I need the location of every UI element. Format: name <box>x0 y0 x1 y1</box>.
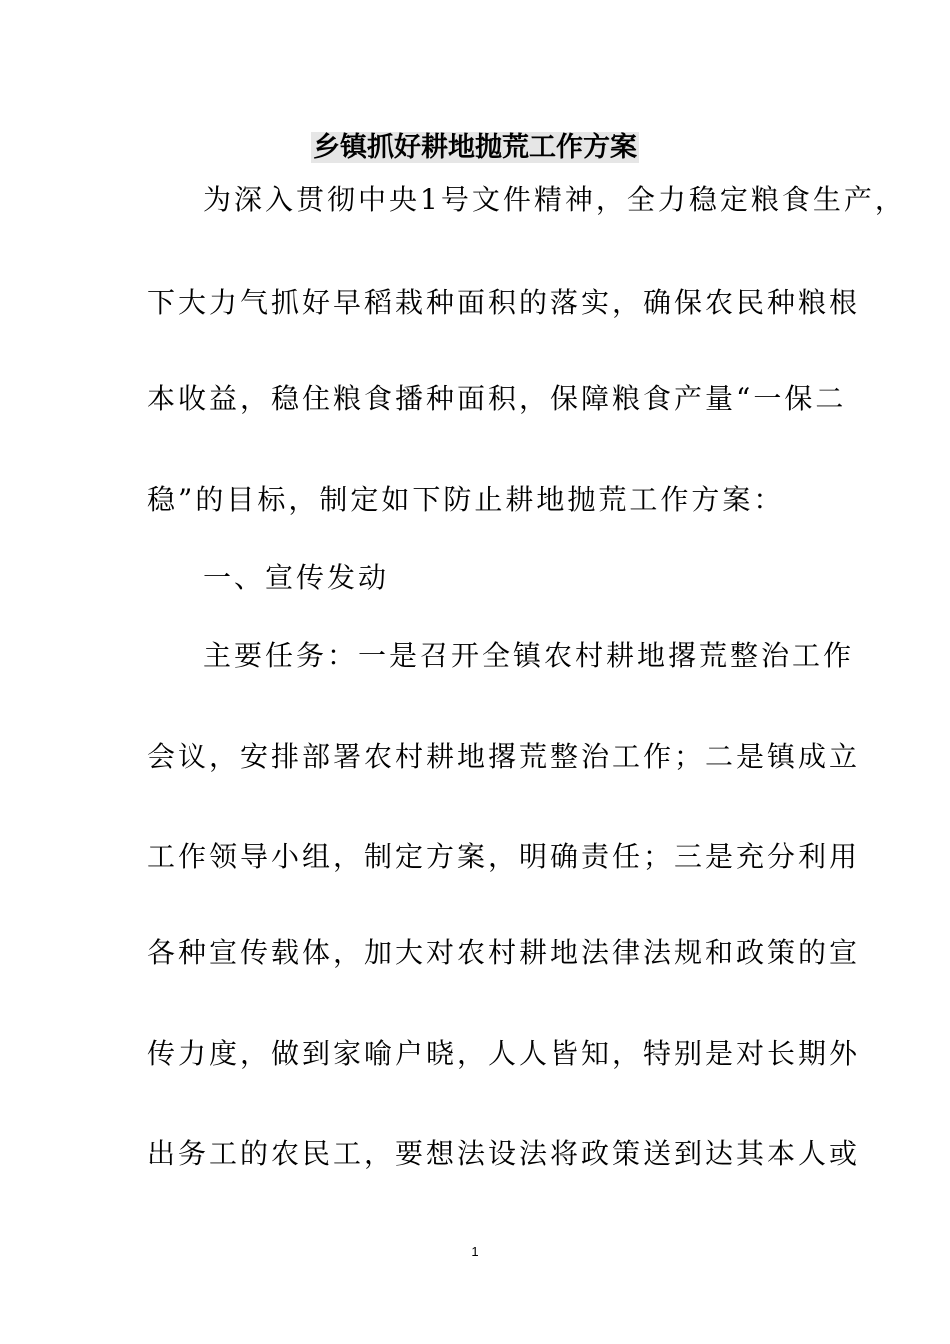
paragraph-line: 主要任务：一是召开全镇农村耕地撂荒整治工作 <box>203 639 855 672</box>
document-title <box>0 128 950 168</box>
paragraph-line: 工作领导小组，制定方案，明确责任；三是充分利用 <box>147 840 861 873</box>
paragraph-line: 出务工的农民工，要想法设法将政策送到达其本人或 <box>147 1137 861 1170</box>
paragraph-line: 为深入贯彻中央1号文件精神，全力稳定粮食生产， <box>203 183 906 216</box>
page-number: 1 <box>471 1244 479 1259</box>
paragraph-line: 本收益，稳住粮食播种面积，保障粮食产量“一保二 <box>147 382 847 415</box>
paragraph-line: 会议，安排部署农村耕地撂荒整治工作；二是镇成立 <box>147 740 861 773</box>
section-heading: 一、宣传发动 <box>203 561 390 594</box>
paragraph-line: 下大力气抓好早稻栽种面积的落实，确保农民种粮根 <box>147 286 861 319</box>
paragraph-line: 稳”的目标，制定如下防止耕地抛荒工作方案： <box>147 483 785 516</box>
paragraph-line: 传力度，做到家喻户晓，人人皆知，特别是对长期外 <box>147 1037 861 1070</box>
paragraph-line: 各种宣传载体，加大对农村耕地法律法规和政策的宣 <box>147 936 861 969</box>
document-title-text: 乡镇抓好耕地抛荒工作方案 <box>313 132 637 163</box>
